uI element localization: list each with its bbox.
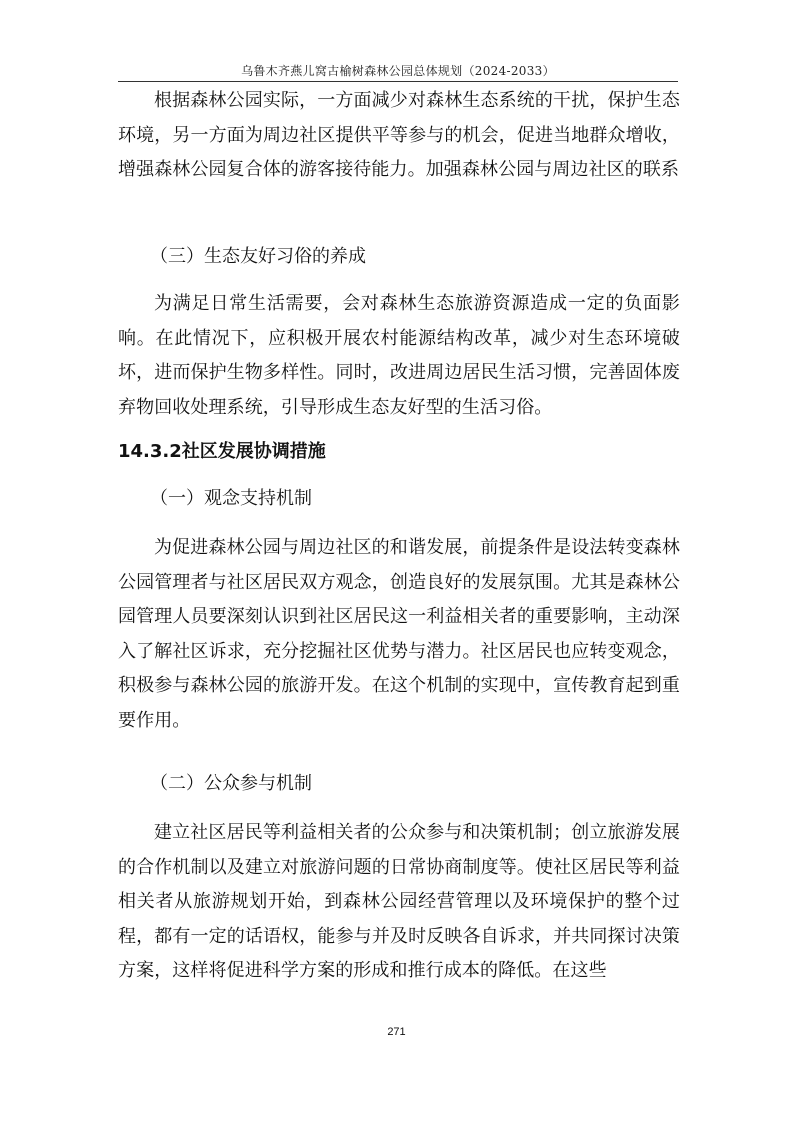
paragraph-eco-habits: 为满足日常生活需要，会对森林生态旅游资源造成一定的负面影响。在此情况下，应积极开展农村能源结构改革，减少对生态环境破坏，进而保护生物多样性。同时，改进周边居民生活习惯，完善固体废弃物回收处理系统，引导形成生态友好型的生活习俗。 bbox=[118, 293, 680, 418]
subheading-eco-habits: （三）生态友好习俗的养成 bbox=[150, 246, 366, 267]
subheading-concept-support: （一）观念支持机制 bbox=[150, 488, 312, 509]
page-number: 271 bbox=[387, 1026, 406, 1038]
subheading-public-participation: （二）公众参与机制 bbox=[150, 773, 312, 794]
section-title-community-measures: 14.3.2社区发展协调措施 bbox=[118, 441, 326, 462]
header-divider bbox=[118, 81, 678, 82]
paragraph-public-participation: 建立社区居民等利益相关者的公众参与和决策机制；创立旅游发展的合作机制以及建立对旅游问题的日常协商制度等。使社区居民等利益相关者从旅游规划开始，到森林公园经营管理以及环境保护的整个过程，都有一定的话语权，能参与并及时反映各自诉求，并共同探讨决策方案，这样将促进科学方案的形成和推行成本的降低。在这些 bbox=[118, 822, 680, 981]
paragraph-concept-support: 为促进森林公园与周边社区的和谐发展，前提条件是设法转变森林公园管理者与社区居民双方观念，创造良好的发展氛围。尤其是森林公园管理人员要深刻认识到社区居民这一利益相关者的重要影响，主动深入了解社区诉求，充分挖掘社区优势与潜力。社区居民也应转变观念，积极参与森林公园的旅游开发。在这个机制的实现中，宣传教育起到重要作用。 bbox=[118, 537, 680, 731]
paragraph-community-connection: 根据森林公园实际，一方面减少对森林生态系统的干扰，保护生态环境，另一方面为周边社区提供平等参与的机会，促进当地群众增收，增强森林公园复合体的游客接待能力。加强森林公园与周边社区的联系 bbox=[118, 90, 680, 180]
running-header: 乌鲁木齐燕儿窝古榆树森林公园总体规划（2024-2033） bbox=[241, 64, 555, 78]
